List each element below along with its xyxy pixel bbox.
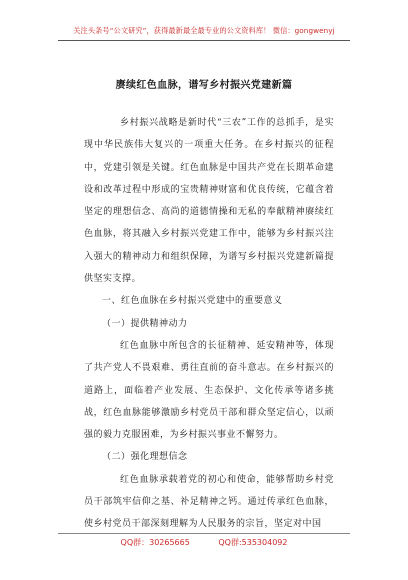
subsection-paragraph-2: 红色血脉承载着党的初心和使命，能够帮助乡村党员干部筑牢信仰之基、补足精神之钙。通过传承红色血脉，使乡村党员干部深刻理解为人民服务的宗旨，坚定对中国 (84, 474, 334, 530)
header-banner: 关注头条号“公文研究”，获得最新最全最专业的公文资料库！ 微信：gongwenyj (73, 26, 335, 35)
intro-paragraph: 乡村振兴战略是新时代“三农”工作的总抓手，是实现中华民族伟大复兴的一项重大任务。在乡村振兴的征程中，党建引领是关键。红色血脉是中国共产党在长期革命建设和改革过程中形成的宝贵精神财富和优良传统，它蕴含着坚定的理想信念、高尚的道德情操和无私的奉献精神赓续红色血脉，将其融入乡村振兴党建工作中，能够为乡村振兴注入强大的精神动力和组织保障，为谱写乡村振兴党建新篇提供坚实支撑。 (84, 118, 334, 285)
footer (0, 537, 408, 548)
footer-qq-group-1: QQ群：30265665 (120, 538, 190, 547)
footer-divider (58, 533, 350, 534)
subsection-paragraph-1: 红色血脉中所包含的长征精神、延安精神等，体现了共产党人不畏艰难、勇往直前的奋斗意志。在乡村振兴的道路上，面临着产业发展、生态保护、文化传承等诸多挑战，红色血脉能够激励乡村党员干部和群众坚定信心，以顽强的毅力克服困难，为乡村振兴事业不懈努力。 (84, 340, 334, 441)
document-body (84, 112, 334, 536)
footer-qq-group-2: QQ群:535304092 (218, 538, 288, 547)
subsection-heading-1: （一）提供精神动力 (102, 318, 188, 329)
header-divider (58, 40, 350, 41)
section-heading-1: 一、红色血脉在乡村振兴党建中的重要意义 (102, 296, 283, 307)
document-title: 赓续红色血脉，谱写乡村振兴党建新篇 (115, 80, 293, 91)
subsection-heading-2: （二）强化理想信念 (102, 452, 188, 463)
